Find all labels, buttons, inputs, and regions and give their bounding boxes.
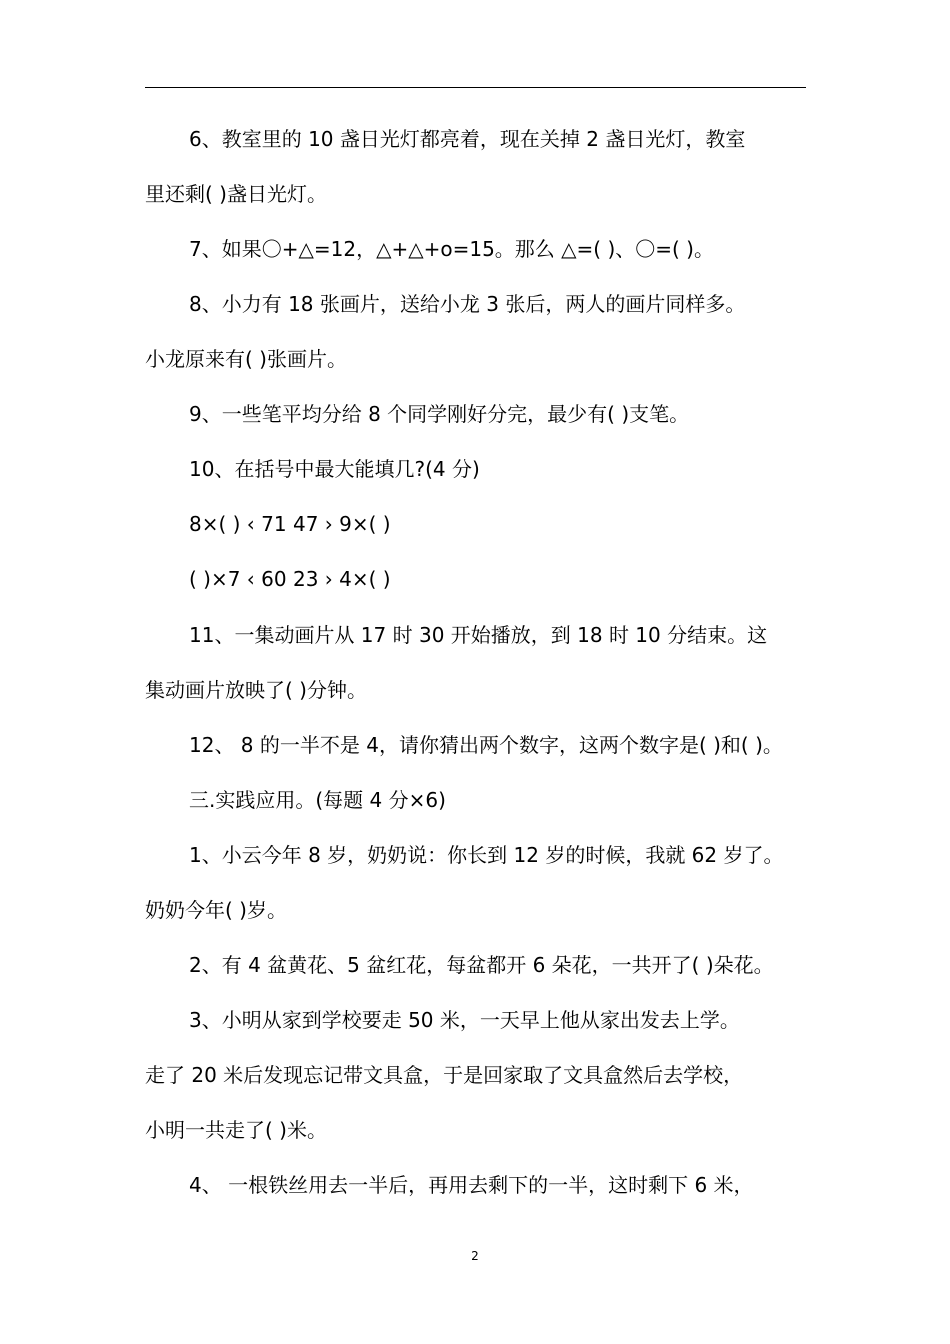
question-10: 10、在括号中最大能填几?(4 分) <box>189 457 480 481</box>
question-8-line-2: 小龙原来有( )张画片。 <box>145 347 347 371</box>
practice-3-line-1: 3、小明从家到学校要走 50 米，一天早上他从家出发去上学。 <box>189 1008 740 1032</box>
question-11-line-1: 11、一集动画片从 17 时 30 开始播放，到 18 时 10 分结束。这 <box>189 623 768 647</box>
section-heading: 三.实践应用。(每题 4 分×6) <box>189 788 446 812</box>
practice-1-line-1: 1、小云今年 8 岁，奶奶说：你长到 12 岁的时候，我就 62 岁了。 <box>189 843 784 867</box>
header-rule <box>145 87 806 88</box>
question-11-line-2: 集动画片放映了( )分钟。 <box>145 678 367 702</box>
question-8-line-1: 8、小力有 18 张画片，送给小龙 3 张后，两人的画片同样多。 <box>189 292 746 316</box>
practice-1-line-2: 奶奶今年( )岁。 <box>145 898 287 922</box>
question-6-line-1: 6、教室里的 10 盏日光灯都亮着，现在关掉 2 盏日光灯，教室 <box>189 127 746 151</box>
practice-3-line-3: 小明一共走了( )米。 <box>145 1118 327 1142</box>
question-12: 12、 8 的一半不是 4，请你猜出两个数字，这两个数字是( )和( )。 <box>189 733 783 757</box>
page-number: 2 <box>471 1249 479 1263</box>
practice-3-line-2: 走了 20 米后发现忘记带文具盒，于是回家取了文具盒然后去学校， <box>145 1063 744 1087</box>
question-10-row-1: 8×( ) ‹ 71 47 › 9×( ) <box>189 512 391 536</box>
question-6-line-2: 里还剩( )盏日光灯。 <box>145 182 327 206</box>
question-7: 7、如果〇+△=12，△+△+o=15。那么 △=( )、〇=( )。 <box>189 237 714 261</box>
question-9: 9、一些笔平均分给 8 个同学刚好分完，最少有( )支笔。 <box>189 402 690 426</box>
practice-2: 2、有 4 盆黄花、5 盆红花，每盆都开 6 朵花，一共开了( )朵花。 <box>189 953 774 977</box>
practice-4-line-1: 4、 一根铁丝用去一半后，再用去剩下的一半，这时剩下 6 米， <box>189 1173 754 1197</box>
question-10-row-2: ( )×7 ‹ 60 23 › 4×( ) <box>189 567 391 591</box>
